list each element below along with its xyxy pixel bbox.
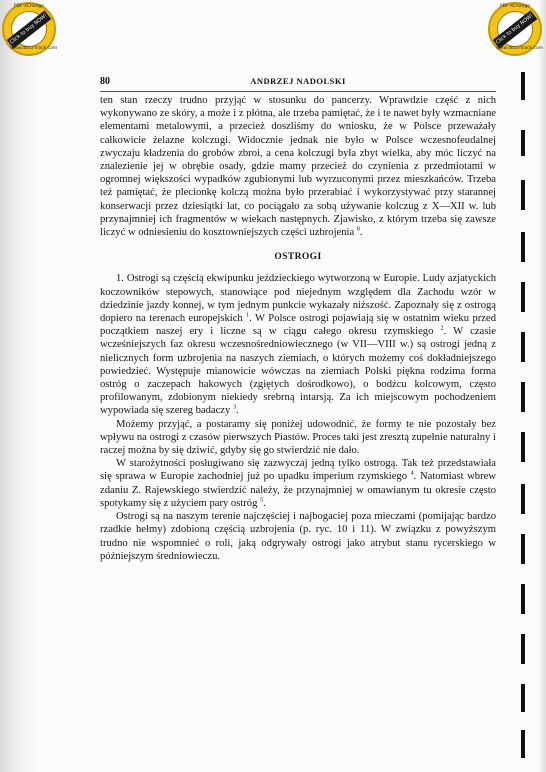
scan-artifact-bar	[521, 634, 525, 664]
paragraph-text: . W Polsce ostrogi pojawiają się w ostatnim wieku przed początkiem naszej ery i liczne są w ciągu całego okresu rzymskiego	[100, 313, 496, 338]
badge-bottom-text: www.docu-track.com	[10, 46, 58, 51]
paragraph-text: ten stan rzeczy trudno przyjąć w stosunku do pancerzy. Wprawdzie część z nich wykonywano ze skóry, a może i z płótna, ale trzeba pamiętać, że i te nawet były wzmacniane elementami metalowymi, a przecież doszliśmy do wniosku, że w Polsce przeważały całkowicie żelazne kolczugi. Widocznie jednak nie było w Polsce wczesnofeudalnej zwyczaju kładzenia do grobów zbroi, a cena kolczugi była zbyt wielka, aby móc liczyć na znalezienie jej w obrębie osady, gdzie mamy przecież do czynienia z przedmiotami w ogromnej większości wypadków zgubionymi lub wyrzuconymi przez mieszkańców. Trzeba też pamiętać, że plecionkę kolczą można było przerabiać i wykorzystywać przy starannej konserwacji przez dziesiątki lat, co pociągało za sobą używanie kolczug z X—XII w. lub przynajmniej ich fragmentów w wiekach następnych. Zjawisko, z którym trzeba się zawsze liczyć w odniesieniu do kosztowniejszych części uzbrojenia	[100, 95, 496, 239]
scan-artifact-bar	[521, 332, 525, 362]
footnote-ref: 2	[440, 325, 444, 332]
paragraph-text: .	[263, 497, 266, 509]
paragraph	[100, 272, 496, 417]
badge-bottom-text: www.docu-track.com	[496, 46, 544, 51]
footnote-ref: 3	[232, 404, 236, 411]
running-head: ANDRZEJ NADOLSKI	[250, 76, 346, 86]
scan-artifact-bar	[521, 684, 525, 712]
header-rule	[100, 91, 496, 92]
scan-artifact-bar	[521, 534, 525, 564]
paragraph-text: Ostrogi są na naszym terenie najczęściej i najbogaciej poza mieczami (pomijając bardzo rzadkie hełmy) zdobioną częścią uzbrojenia (p. ryc. 10 i 11). W związku z powyższym trudno nie wspomnieć o roli, jaką odgrywały ostrogi jako atrybut stanu rycerskiego w późniejszym średniowieczu.	[100, 511, 496, 562]
scan-artifact-bar	[521, 72, 525, 100]
paragraph-text: .	[235, 405, 239, 417]
paragraph	[100, 457, 496, 510]
footnote-ref: 4	[410, 470, 414, 477]
continued-paragraph: ten stan rzeczy trudno przyjąć w stosunku do pancerzy. Wprawdzie część z nich wykonywano ze skóry, a może i z płótna, ale trzeba pamiętać, że i te nawet były wzmacniane elementami metalowymi, a przecież doszliśmy do wniosku, że w Polsce przeważały całkowicie żelazne kolczugi. Widocznie jednak nie było w Polsce wczesnofeudalnej zwyczaju kładzenia do grobów zbroi, a cena kolczugi była zbyt wielka, aby móc liczyć na znalezienie jej w obrębie osady, gdzie mamy przecież do czynienia z przedmiotami w ogromnej większości wypadków zgubionymi lub wyrzuconymi przez mieszkańców. Trzeba też pamiętać, że plecionkę kolczą można było przerabiać i wykorzystywać przy starannej konserwacji przez dziesiątki lat, co pociągało za sobą używanie kolczug z X—XII w. lub przynajmniej ich fragmentów w wiekach następnych. Zjawisko, z którym trzeba się zawsze liczyć w odniesieniu do kosztowniejszych części uzbrojenia $^8$.	[100, 95, 496, 239]
scan-artifact-bar	[521, 382, 525, 412]
scan-artifact-bar	[521, 130, 525, 156]
scan-artifact-bar	[521, 432, 525, 462]
body-text	[100, 94, 496, 563]
footnote-ref: 8	[356, 226, 360, 233]
paragraph-text: Możemy przyjąć, a postaramy się poniżej udowodnić, że formy te nie pozostały bez wpływu na ostrogi z czasów pierwszych Piastów. Proces taki jest zresztą zupełnie naturalny i raczej można by się dziwić, gdyby się go stwierdzić nie dało.	[100, 418, 496, 457]
page-header	[100, 76, 496, 90]
paragraph-text: W starożytności posługiwano się zazwyczaj jedną tylko ostrogą. Tak też przedstawiała się sprawa w Europie zachodniej już po upadku imperium rzymskiego	[100, 458, 496, 483]
footnote-ref: 1	[246, 312, 250, 319]
paragraph	[100, 510, 496, 563]
scan-artifact-bar	[521, 232, 525, 262]
paragraph-text: . Natomiast wbrew zdaniu Z. Rajewskiego stwierdzić należy, że przynajmniej w omawianym tu okresie często spotykamy się z użyciem pary ostróg	[100, 471, 496, 509]
pdf-xchange-badge-right[interactable]	[488, 2, 542, 56]
page-number: 80	[100, 76, 110, 87]
badge-ribbon: Click to buy NOW!	[7, 10, 52, 48]
scan-artifact-bar	[521, 584, 525, 614]
scan-artifact-bar	[521, 484, 525, 514]
section-title: OSTROGI	[274, 252, 322, 263]
scan-artifact-bar	[521, 730, 525, 758]
footnote-ref: 5	[260, 497, 264, 504]
paragraph-text: . W czasie wcześniejszych faz okresu wczesnośredniowiecznego (w VII—VIII w.) są ostrogi jedną z nielicznych form uzbrojenia na naszych ziemiach, o których możemy coś dokładniejszego powiedzieć. Występuje mianowicie wówczas na ziemiach Polski piękna rodzima forma ostróg o zaczepach hakowych (zgiętych dośrodkowo), o bodźcu kolcowym, często profilowanym, zdobionym niekiedy srebrną intarsją. Za ich miejscowym pochodzeniem wypowiada się szereg badaczy	[100, 326, 497, 417]
paragraph-text: 1. Ostrogi są częścią ekwipunku jeździeckiego wytworzoną w Europie. Ludy azjatyckich koczowników stepowych, stanowiące pod niejednym względem dla Zachodu wzór w dziedzinie jazdy konnej, w tym jednym punkcie wykazały niższość. Zapoznały się z ostrogą dopiero na terenach europejskich	[100, 273, 496, 325]
badge-top-text: PDF-XChange	[499, 4, 531, 9]
paragraph	[100, 418, 496, 458]
scan-shadow	[0, 0, 36, 772]
page-edge	[538, 0, 546, 772]
scan-artifact-bar	[521, 180, 525, 210]
badge-top-text: PDF-XChange	[13, 4, 45, 9]
badge-ribbon: Click to buy NOW!	[493, 10, 538, 48]
pdf-xchange-badge-left[interactable]	[2, 2, 56, 56]
scan-artifact-bar	[521, 282, 525, 312]
